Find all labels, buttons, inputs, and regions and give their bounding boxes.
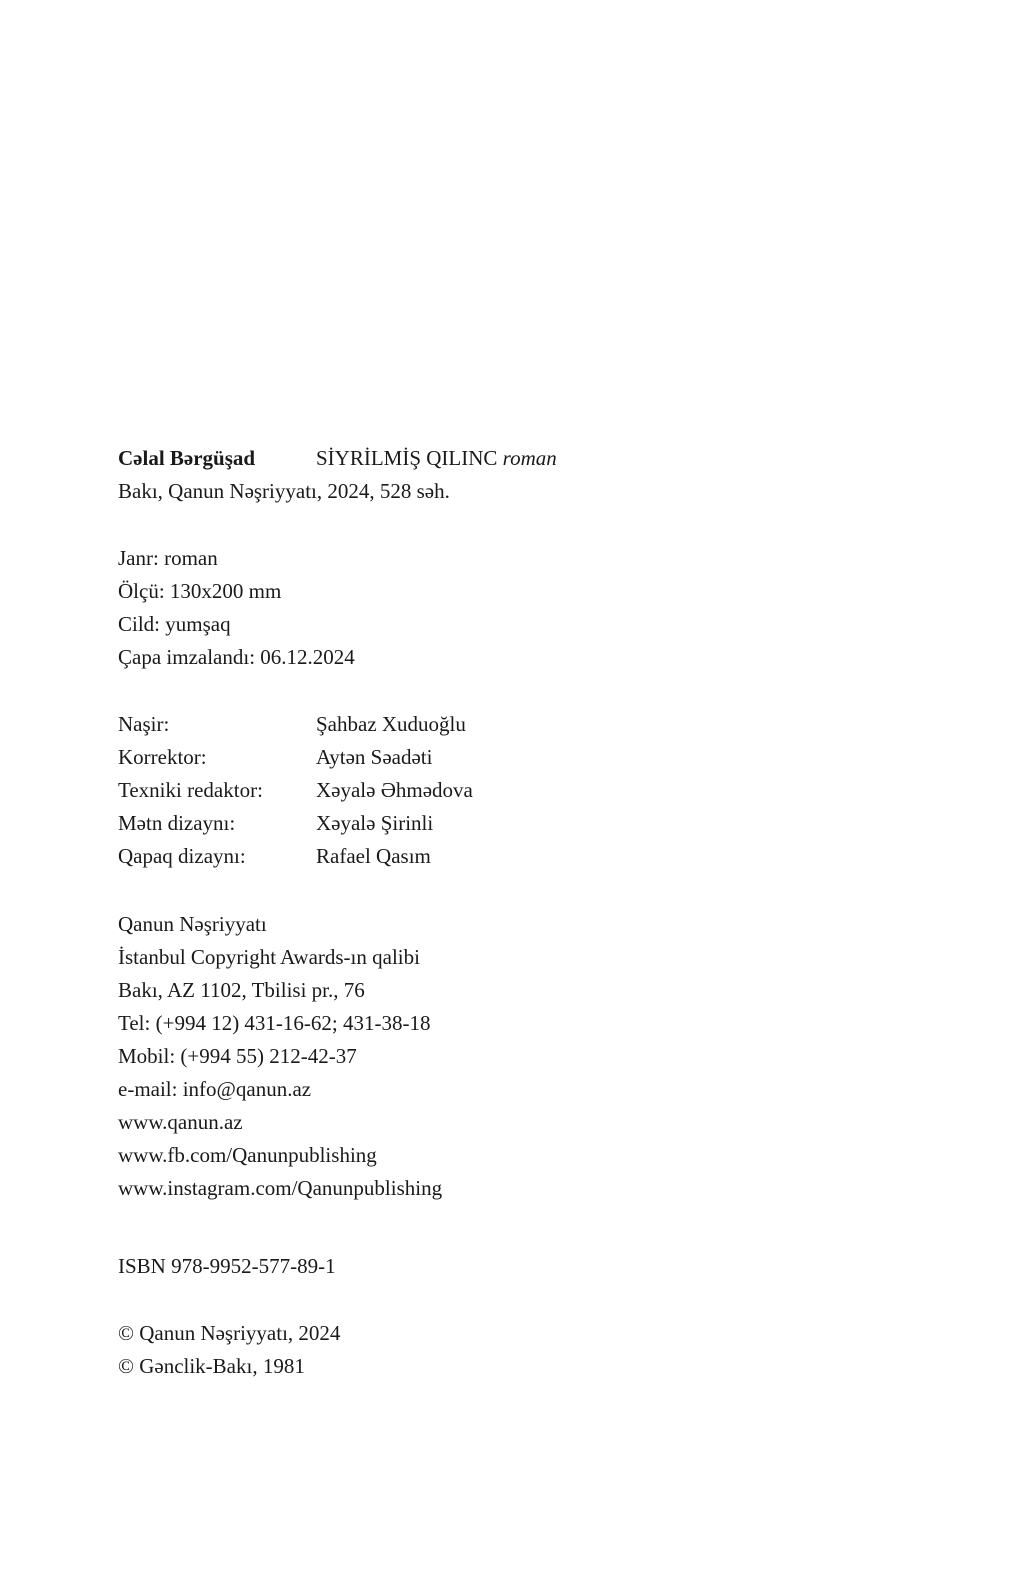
publisher-facebook: www.fb.com/Qanunpublishing: [118, 1143, 377, 1167]
publisher-phone: Tel: (+994 12) 431-16-62; 431-38-18: [118, 1011, 431, 1035]
publisher-address: Bakı, AZ 1102, Tbilisi pr., 76: [118, 978, 365, 1002]
credit-label: Qapaq dizaynı:: [118, 844, 246, 868]
publisher-name: Qanun Nəşriyyatı: [118, 912, 267, 936]
publisher-email: e-mail: info@qanun.az: [118, 1077, 312, 1101]
publisher-award: İstanbul Copyright Awards-ın qalibi: [118, 945, 420, 969]
credit-label: Mətn dizaynı:: [118, 811, 236, 835]
credit-value: Şahbaz Xuduoğlu: [316, 712, 466, 736]
publisher-website: www.qanun.az: [118, 1110, 243, 1134]
isbn-block: [118, 1250, 918, 1283]
credit-row: [118, 741, 918, 774]
credit-label: Texniki redaktor:: [118, 778, 263, 802]
spec-size: Ölçü: 130x200 mm: [118, 579, 282, 603]
copyright-publisher: © Qanun Nəşriyyatı, 2024: [118, 1321, 341, 1345]
imprint-header: [118, 442, 918, 508]
credit-row: [118, 840, 918, 873]
credit-label: Korrektor:: [118, 745, 207, 769]
copyright-original: © Gənclik-Bakı, 1981: [118, 1354, 305, 1378]
isbn: ISBN 978-9952-577-89-1: [118, 1254, 336, 1278]
credit-row: [118, 774, 918, 807]
credit-value: Xəyalə Əhmədova: [316, 778, 473, 802]
credit-row: [118, 807, 918, 840]
publisher-contacts: [118, 908, 918, 1205]
author-title-line: [118, 442, 918, 475]
credits-list: [118, 708, 918, 873]
spec-binding: Cild: yumşaq: [118, 612, 231, 636]
book-title: SİYRİLMİŞ QILINC: [316, 446, 498, 470]
publisher-mobile: Mobil: (+994 55) 212-42-37: [118, 1044, 357, 1068]
credit-label: Naşir:: [118, 712, 170, 736]
spec-genre: Janr: roman: [118, 546, 218, 570]
credit-row: [118, 708, 918, 741]
genre-tag: roman: [502, 446, 557, 470]
spec-print-date: Çapa imzalandı: 06.12.2024: [118, 645, 355, 669]
credit-value: Rafael Qasım: [316, 844, 431, 868]
copyright-block: [118, 1317, 918, 1383]
credit-value: Xəyalə Şirinli: [316, 811, 434, 835]
imprint-line: Bakı, Qanun Nəşriyyatı, 2024, 528 səh.: [118, 479, 450, 503]
author-name: Cəlal Bərgüşad: [118, 446, 256, 470]
publisher-instagram: www.instagram.com/Qanunpublishing: [118, 1176, 443, 1200]
credit-value: Aytən Səadəti: [316, 745, 433, 769]
specs-list: [118, 542, 918, 674]
